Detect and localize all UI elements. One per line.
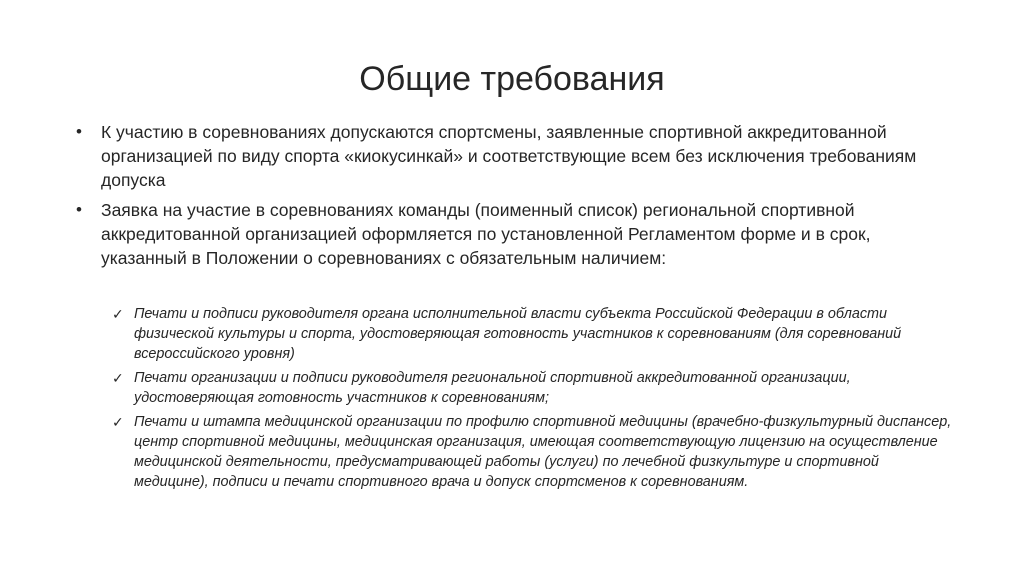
checklist-item [112,368,952,408]
bullet-text: Заявка на участие в соревнованиях команды (поименный список) региональной спортивной аккредитованной организацией оформляется по установленной Регламентом форме и в срок, указанный в Положении о соревнованиях с обязательным наличием: [101,200,871,268]
bullet-dot-icon: • [76,200,82,219]
checklist-text: Печати и подписи руководителя органа исполнительной власти субъекта Российской Федерации в области физической культуры и спорта, удостоверяющая готовность участников к соревнованиям (для соревнований всероссийского уровня) [134,306,902,362]
bullet-item [76,120,956,192]
checkmark-icon: ✓ [112,306,124,322]
slide-title: Общие требования [359,60,665,98]
bullet-text: К участию в соревнованиях допускаются спортсмены, заявленные спортивной аккредитованной организацией по виду спорта «киокусинкай» и соответствующие всем без исключения требованиям допуска [101,122,917,190]
bullet-dot-icon: • [76,122,82,141]
checkmark-icon: ✓ [112,370,124,386]
checklist-text: Печати и штампа медицинской организации по профилю спортивной медицины (врачебно-физкультурный диспансер, центр спортивной медицины, медицинская организация, имеющая соответствующую лицензию на осуществление медицинской деятельности, предусматривающей работы (услуги) по лечебной физкультуре и спортивной медицине), подписи и печати спортивного врача и допуск спортсменов к соревнованиям. [134,414,952,490]
checkmark-icon: ✓ [112,414,124,430]
checklist [112,304,952,496]
checklist-text: Печати организации и подписи руководителя региональной спортивной аккредитованной организации, удостоверяющая готовность участников к соревнованиям; [134,370,851,406]
bullet-list [76,120,956,276]
checklist-item [112,304,952,364]
bullet-item [76,198,956,270]
checklist-item [112,412,952,492]
